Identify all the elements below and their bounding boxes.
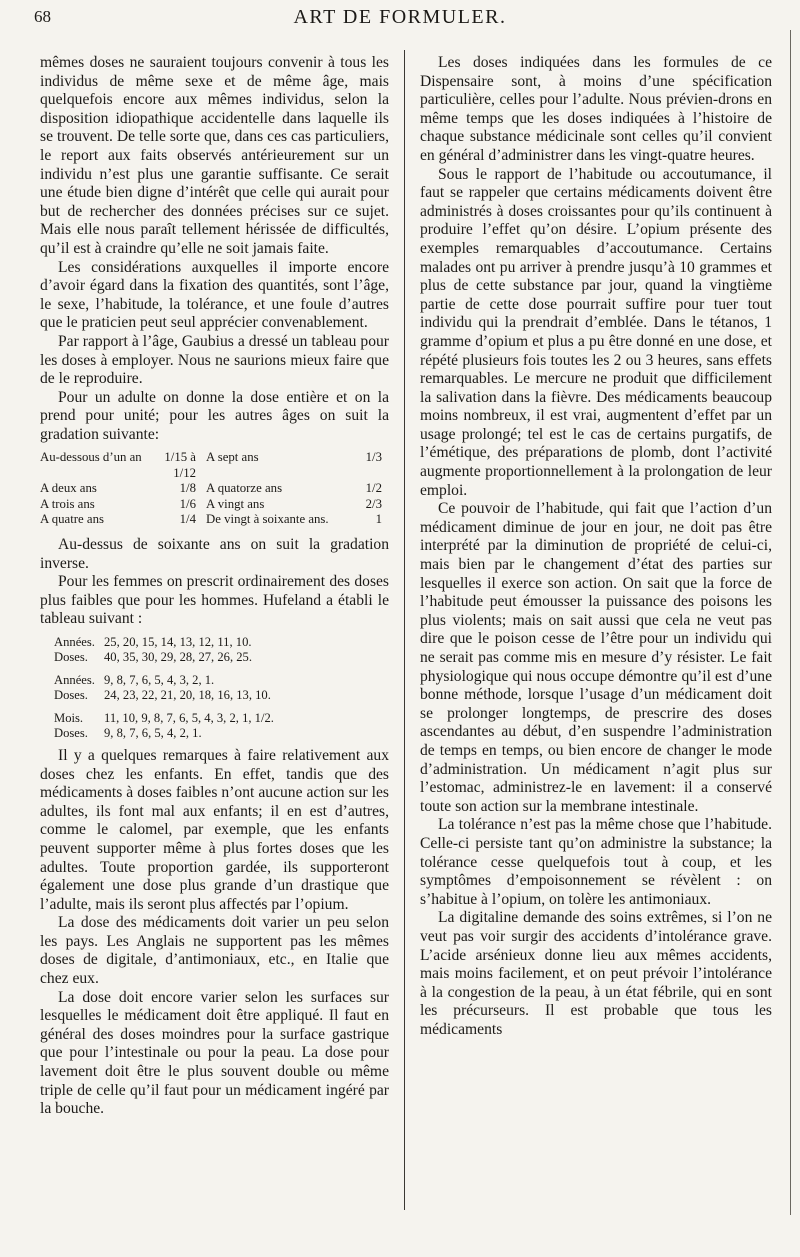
row-label: Doses. — [54, 649, 88, 664]
paragraph: Par rapport à l’âge, Gaubius a dressé un tableau pour les doses à employer. Nous ne saurions mieux faire que de le reproduire. — [40, 332, 389, 388]
table-cell: A quatorze ans — [206, 481, 283, 496]
row-values: 25, 20, 15, 14, 13, 12, 11, 10. — [104, 634, 252, 649]
row-label: Années. — [54, 634, 95, 649]
paragraph: Pour les femmes on prescrit ordinairement des doses plus faibles que pour les hommes. Hufeland a établi le tableau suivant : — [40, 573, 389, 628]
paragraph: La digitaline demande des soins extrêmes, si l’on ne veut pas voir surgir des accidents d’intolérance grave. L’acide arsénieux donne lieu aux mêmes accidents, mais moins facilement, et on peut prévoir l’intolérance à la congestion de la peau, à un état fébrile, qui en sont les précurseurs. Il est probable que tous les médicaments — [420, 909, 772, 1038]
table-cell: 1/4 — [179, 512, 196, 527]
paragraph: Les doses indiquées dans les formules de ce Dispensaire sont, à moins d’une spécification particulière, celles pour l’adulte. Nous prévien-drons en même temps que les doses indiquées à l’histoire de chaque substance médicinale sont celles qu’il convient en général d’administrer dans les vingt-quatre heures. — [420, 54, 772, 164]
paragraph: La tolérance n’est pas la même chose que l’habitude. Celle-ci persiste tant qu’on administre la substance; la tolérance cesse quelquefois tout à coup, et les symptômes d’empoisonnement se révèlent : on s’habitue à l’opium, on tolère les antimoniaux. — [420, 816, 772, 908]
table-cell: A sept ans — [206, 450, 259, 465]
paragraph: Ce pouvoir de l’habitude, qui fait que l’action d’un médicament diminue de jour en jour, ne doit pas être interprété par la diminution de propriété de celui-ci, mais bien par le changement d’état des parties sur lesquelles il exerce son action. On sait que la force de l’habitude peut émousser la puissance des poisons les plus violents; mais on sait aussi que cela ne veut pas dire que le poison cesse de l’être pour un individu qui ne serait pas comme mis en mesure d’y résister. Le fait physiologique qui nous occupe démontre qu’il est d’une bonne méthode, lorsque l’usage d’un médicament doit se prolonger longtemps, de prescrire des doses ascendantes au début, d’en suspendre l’administration de temps en temps, ou bien encore de changer le mode d’administration. Un médicament n’agit plus sur l’estomac, administrez-le en lavement: il a conservé toute son action sur la membrane intestinale. — [420, 500, 772, 815]
table-cell: 1/8 — [179, 481, 196, 496]
row-values: 9, 8, 7, 6, 5, 4, 2, 1. — [104, 725, 202, 740]
paragraph: La dose des médicaments doit varier un peu selon les pays. Les Anglais ne supportent pas les mêmes doses de digitale, d’antimoniaux, etc., en Italie que chez eux. — [40, 914, 389, 988]
column-divider — [404, 50, 405, 1210]
page-edge-rule — [790, 30, 791, 1215]
paragraph: La dose doit encore varier selon les surfaces sur lesquelles le médicament doit être appliqué. Il faut en général des doses moindres pour la surface gastrique que pour l’intestinale ou pour la peau. La dose pour lavement doit être le plus souvent double ou même triple de celle qu’il faut pour un médicament ingéré par la bouche. — [40, 988, 389, 1118]
table-cell: A quatre ans — [40, 512, 104, 527]
paragraph: Pour un adulte on donne la dose entière et on la prend pour unité; pour les autres âges on suit la gradation suivante: — [40, 388, 389, 443]
table-group — [54, 635, 389, 665]
row-values: 11, 10, 9, 8, 7, 6, 5, 4, 3, 2, 1, 1/2. — [104, 710, 274, 725]
paragraph: mêmes doses ne sauraient toujours convenir à tous les individus de même sexe et de même âge, mais quelquefois encore aux mêmes individus, selon la disposition idiopathique accidentelle dans laquelle ils se trouvent. De telle sorte que, dans ces cas particuliers, le report aux faits observés antérieurement sur un individu n’est plus une garantie suffisante. Ce serait une étude bien digne d’intérêt que celle qui aurait pour but de rechercher des données précises sur ce sujet. Mais elle nous paraît tellement hérissée de difficultés, qu’il est à craindre qu’elle ne soit jamais faite. — [40, 54, 389, 257]
table-cell: 1/15 à 1/12 — [164, 450, 196, 480]
table-cell: 1/2 — [365, 481, 382, 496]
table-cell: 1/6 — [179, 496, 196, 511]
paragraph: Il y a quelques remarques à faire relativement aux doses chez les enfants. En effet, tandis que des médicaments à doses faibles n’ont aucune action sur les adultes, ils font mal aux enfants; il en est d’autres, comme le calomel, par exemple, que les enfants peuvent supporter même à plus fortes doses que les adultes. Toute proportion gardée, ils supporteront également une dose plus grande d’un drastique que l’adulte, mais ils seront plus affectés par l’opium. — [40, 746, 389, 913]
gaubius-dose-table — [40, 450, 389, 528]
row-label: Années. — [54, 672, 95, 687]
row-label: Doses. — [54, 725, 88, 740]
table-cell: 1 — [375, 512, 382, 527]
row-values: 40, 35, 30, 29, 28, 27, 26, 25. — [104, 649, 252, 664]
table-cell: Au-dessous d’un an — [40, 450, 142, 465]
table-cell: A vingt ans — [206, 496, 265, 511]
running-title: ART DE FORMULER. — [293, 6, 507, 28]
paragraph: Au-dessus de soixante ans on suit la gradation inverse. — [40, 535, 389, 572]
paragraph: Sous le rapport de l’habitude ou accoutumance, il faut se rappeler que certains médicaments doivent être administrés à doses croissantes pour qu’ils continuent à produire l’effet qu’on désire. L’opium présente des exemples remarquables d’accoutumance. Certains malades ont pu arriver à prendre jusqu’à 10 grammes et plus de cette substance par jour, quand la vingtième partie de cette dose pourrait suffire pour tuer tout individu qui la prendrait d’emblée. Dans le tétanos, 1 gramme d’opium et plus a pu être donné en une dose, et répété plusieurs fois toutes les 2 ou 3 heures, sans effets remarquables. Le mercure ne produit que difficilement la salivation dans la fièvre. Des médicaments beaucoup moins nombreux, il est vrai, augmentent d’effet par un usage prolongé; tel est le cas de certains purgatifs, de l’émétique, des préparations de plomb, dont l’activité augmente proportionnellement à la prolongation de leur emploi. — [420, 165, 772, 499]
table-group — [54, 673, 389, 703]
table-cell: 2/3 — [365, 496, 382, 511]
table-group — [54, 711, 389, 741]
right-column — [420, 54, 772, 1039]
left-column — [40, 54, 389, 1119]
table-cell: De vingt à soixante ans. — [206, 512, 329, 527]
table-cell: A deux ans — [40, 481, 97, 496]
page-number: 68 — [34, 7, 51, 26]
row-label: Doses. — [54, 687, 88, 702]
table-cell: 1/3 — [365, 450, 382, 465]
row-label: Mois. — [54, 710, 84, 725]
row-values: 9, 8, 7, 6, 5, 4, 3, 2, 1. — [104, 672, 215, 687]
table-cell: A trois ans — [40, 496, 95, 511]
paragraph: Les considérations auxquelles il importe encore d’avoir égard dans la fixation des quantités, sont l’âge, le sexe, l’habitude, la tolérance, et une foule d’autres que le praticien peut seul apprécier convenablement. — [40, 258, 389, 332]
row-values: 24, 23, 22, 21, 20, 18, 16, 13, 10. — [104, 687, 271, 702]
hufeland-dose-table — [54, 635, 389, 741]
